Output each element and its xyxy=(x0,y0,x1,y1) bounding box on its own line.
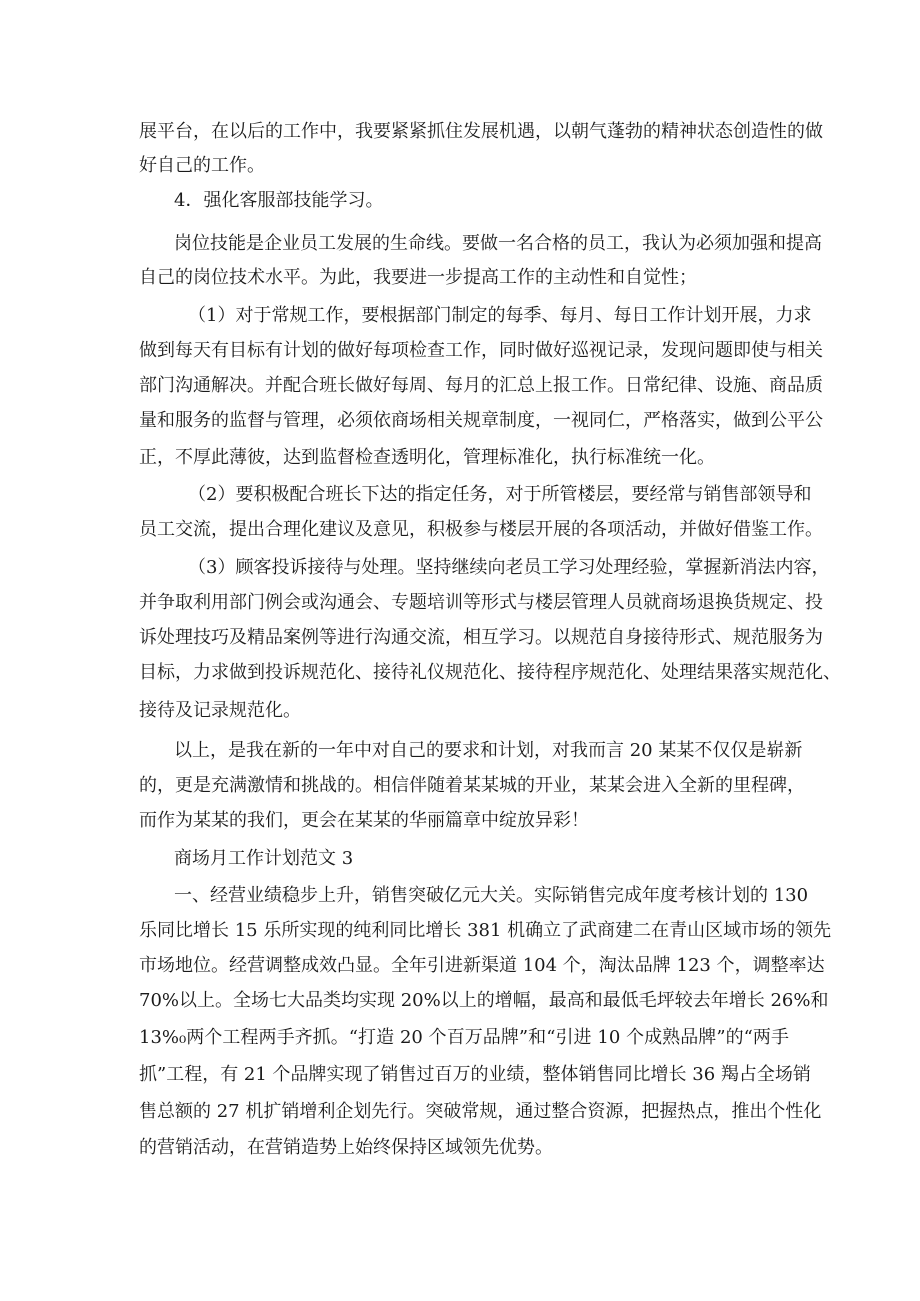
paragraph-line: 目标，力求做到投诉规范化、接待礼仪规范化、接待程序规范化、处理结果落实规范化、 xyxy=(139,662,841,683)
section-title: 商场月工作计划范文 3 xyxy=(174,848,354,869)
paragraph-line: 诉处理技巧及精品案例等进行沟通交流，相互学习。以规范自身接待形式、规范服务为 xyxy=(139,627,823,648)
paragraph-line: 做到每天有目标有计划的做好每项检查工作，同时做好巡视记录，发现问题即使与相关 xyxy=(139,340,823,361)
paragraph-line: （3）顾客投诉接待与处理。坚持继续向老员工学习处理经验，掌握新消法内容， xyxy=(188,557,830,578)
paragraph-line: 70%以上。全场七大品类均实现 20%以上的增幅，最高和最低毛坪较去年增长 26%和 xyxy=(139,990,829,1011)
paragraph-line: 的营销活动，在营销造势上始终保持区域领先优势。 xyxy=(139,1137,553,1158)
paragraph-line: （2）要积极配合班长下达的指定任务，对于所管楼层，要经常与销售部领导和 xyxy=(188,484,812,505)
paragraph-line: 抓”工程，有 21 个品牌实现了销售过百万的业绩，整体销售同比增长 36 羯占全场销 xyxy=(139,1064,811,1085)
paragraph-line: 量和服务的监督与管理，必须依商场相关规章制度，一视同仁，严格落实，做到公平公 xyxy=(139,410,823,431)
paragraph-line: 正，不厚此薄彼，达到监督检查透明化，管理标准化，执行标准统一化。 xyxy=(139,447,715,468)
paragraph-line: 岗位技能是企业员工发展的生命线。要做一名合格的员工，我认为必须加强和提高 xyxy=(174,233,822,254)
paragraph-line: 并争取利用部门例会或沟通会、专题培训等形式与楼层管理人员就商场退换货规定、投 xyxy=(139,592,823,613)
paragraph-line: 员工交流，提出合理化建议及意见，积极参与楼层开展的各项活动，并做好借鉴工作。 xyxy=(139,519,823,540)
paragraph-line: 一、经营业绩稳步上升，销售突破亿元大关。实际销售完成年度考核计划的 130 xyxy=(174,885,809,906)
paragraph-line: 好自己的工作。 xyxy=(139,155,265,176)
paragraph-line: 展平台，在以后的工作中，我要紧紧抓住发展机遇，以朝气蓬勃的精神状态创造性的做 xyxy=(139,121,823,142)
section-heading: 4．强化客服部技能学习。 xyxy=(174,190,384,211)
paragraph-line: 接待及记录规范化。 xyxy=(139,700,301,721)
paragraph-line: 13%₀两个工程两手齐抓。“打造 20 个百万品牌”和“引进 10 个成熟品牌”的“两手 xyxy=(139,1027,789,1048)
paragraph-line: 乐同比增长 15 乐所实现的纯利同比增长 381 机确立了武商建二在青山区域市场的领先 xyxy=(139,920,832,941)
paragraph-line: 市场地位。经营调整成效凸显。全年引进新渠道 104 个，淘汰品牌 123 个，调整率达 xyxy=(139,955,825,976)
paragraph-line: 的，更是充满激情和挑战的。相信伴随着某某城的开业，某某会进入全新的里程碑， xyxy=(139,775,805,796)
paragraph-line: 自己的岗位技术水平。为此，我要进一步提高工作的主动性和自觉性； xyxy=(139,267,697,288)
paragraph-line: 售总额的 27 机扩销增利企划先行。突破常规，通过整合资源，把握热点，推出个性化 xyxy=(139,1101,822,1122)
paragraph-line: 以上，是我在新的一年中对自己的要求和计划，对我而言 20 某某不仅仅是崭新 xyxy=(174,740,803,761)
paragraph-line: 而作为某某的我们，更会在某某的华丽篇章中绽放异彩！ xyxy=(139,810,589,831)
paragraph-line: 部门沟通解决。并配合班长做好每周、每月的汇总上报工作。日常纪律、设施、商品质 xyxy=(139,375,823,396)
paragraph-line: （1）对于常规工作，要根据部门制定的每季、每月、每日工作计划开展，力求 xyxy=(188,305,812,326)
